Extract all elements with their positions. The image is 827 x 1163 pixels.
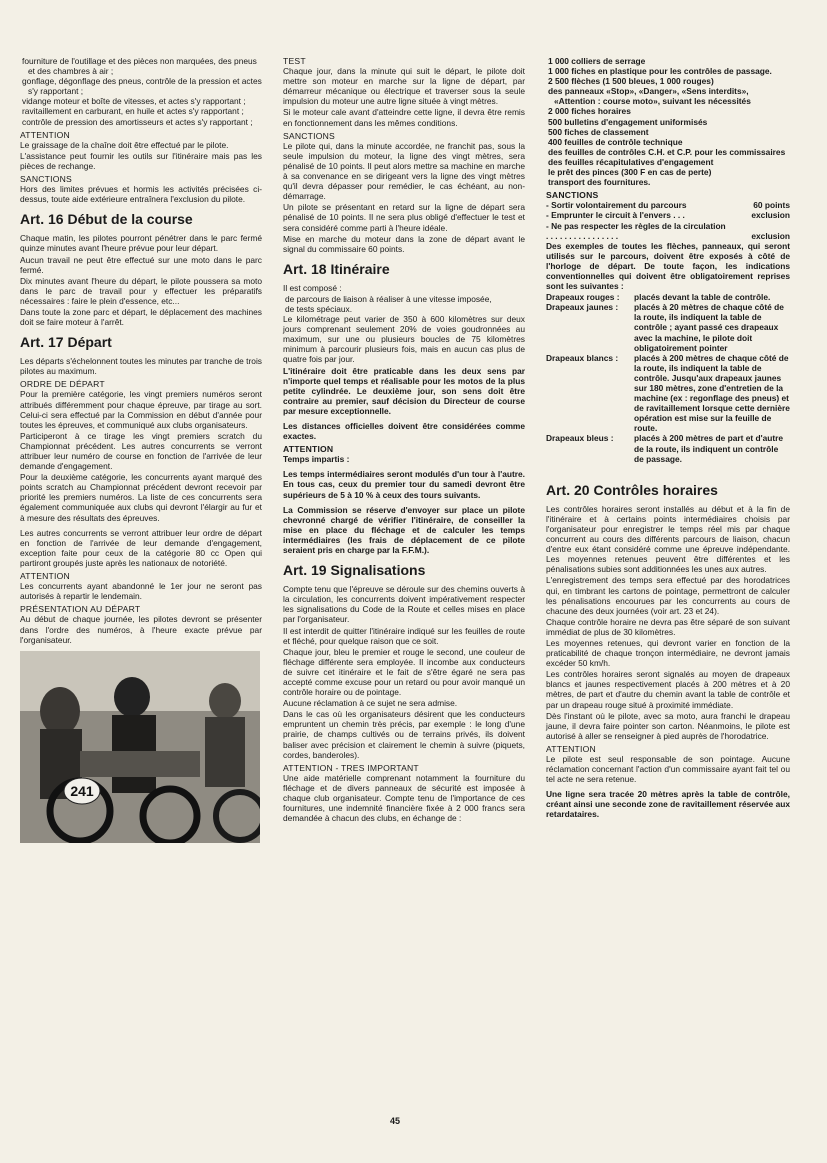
sanction-value: exclusion xyxy=(751,230,790,241)
list-item: des panneaux «Stop», «Danger», «Sens interdits», «Attention : course moto», suivant les nécessités xyxy=(548,86,751,107)
paragraph: Compte tenu que l'épreuve se déroule sur des chemins ouverts à la circulation, les concurrents doivent impérativement respecter les signalisations du Code de la Route et celles mises en place par l'organisateur. xyxy=(283,584,525,625)
attention-heading: ATTENTION xyxy=(283,444,334,455)
list-item: contrôle de pression des amortisseurs et actes s'y rapportant ; xyxy=(22,116,253,127)
paragraph: Une aide matérielle comprenant notamment la fourniture du fléchage et de divers panneaux de sécurité est imposée à chaque club organisateur. Compte tenu de l'importance de ces fournitures, une indemnité financière fixée à 2 000 francs sera demandée à chacun des clubs, en échange de : xyxy=(283,772,525,824)
paragraph: Chaque contrôle horaire ne devra pas être séparé de son suivant immédiat de plus de 30 kilomètres. xyxy=(546,616,790,637)
paragraph: Il est composé : xyxy=(283,282,342,293)
list-item: vidange moteur et boîte de vitesses, et actes s'y rapportant ; xyxy=(22,96,246,107)
paragraph: Les contrôles horaires seront installés au début et à la fin de l'itinéraire et à certains points intermédiaires choisis par l'organisateur pour enregistrer le temps réel mis par chaque concurrent au cours des différents parcours de liaison, chacun d'entre eux étant considéré comme une épreuve indépendante. Les moyennes retenues peuvent être différentes et les pénalisations subies sont additionnées les unes aux autres. xyxy=(546,503,790,575)
flag-name: Drapeaux rouges : xyxy=(546,292,620,303)
article-16-heading: Art. 16 Début de la course xyxy=(20,211,193,228)
list-item: 400 feuilles de contrôle technique xyxy=(548,136,683,147)
sanction-row xyxy=(546,221,790,241)
column-middle xyxy=(283,56,525,824)
important-heading: ATTENTION - TRES IMPORTANT xyxy=(283,762,419,773)
list-item: fourniture de l'outillage et des pièces non marquées, des pneus et des chambres à air ; xyxy=(22,56,257,77)
paragraph: Des exemples de toutes les flèches, panneaux, qui seront utilisés sur le parcours, doivent être exposés à côté de l'horloge de départ. De toute façon, les indications conventionnelles qui doivent être obligatoirement reprises sont les suivantes : xyxy=(546,240,790,292)
paragraph: Chaque matin, les pilotes pourront pénétrer dans le parc fermé quinze minutes avant l'heure prévue pour leur départ. xyxy=(20,233,262,254)
paragraph: La Commission se réserve d'envoyer sur place un pilote chevronné chargé de vérifier l'itinéraire, de conseiller la mise en place du fléchage et de calculer les temps intermédiaires (les frais de déplacement de ce pilote seraient pris en charge par la F.F.M.). xyxy=(283,504,525,556)
sanction-label: - Emprunter le circuit à l'envers . . . xyxy=(546,210,685,221)
list-item: gonflage, dégonflage des pneus, contrôle de la pression et actes s'y rapportant ; xyxy=(22,76,262,97)
attention-heading: ATTENTION xyxy=(20,129,70,140)
paragraph: Un pilote se présentant en retard sur la ligne de départ sera pénalisé de 10 points. Il ne sera plus obligé d'effectuer le test et sera considéré comme parti à l'heure idéale. xyxy=(283,202,525,233)
list-item: des feuilles de contrôles C.H. et C.P. pour les commissaires xyxy=(548,146,786,157)
flag-name: Drapeaux jaunes : xyxy=(546,302,619,313)
paragraph: Une ligne sera tracée 20 mètres après la table de contrôle, créant ainsi une seconde zone de ravitaillement réservée aux retardataires. xyxy=(546,789,790,820)
paragraph: Les concurrents ayant abandonné le 1er jour ne seront pas autorisés à repartir le lendemain. xyxy=(20,581,262,602)
paragraph: Participeront à ce tirage les vingt premiers scratch du Championnat précédent. Les autres concurrents se verront attribuer leur numéro de course en fonction de l'arrivée de leur demande d'engagement. xyxy=(20,430,262,472)
paragraph: Les départs s'échelonnent toutes les minutes par tranche de trois pilotes au maximum. xyxy=(20,356,262,377)
article-17-heading: Art. 17 Départ xyxy=(20,334,112,351)
paragraph: Si le moteur cale avant d'atteindre cette ligne, il devra être remis en fonctionnement dans les mêmes conditions. xyxy=(283,107,525,128)
paragraph: Aucune réclamation à ce sujet ne sera admise. xyxy=(283,698,458,709)
paragraph: L'enregistrement des temps sera effectué par des horodatrices qui, en timbrant les cartons de pointage, permettront de calculer les pénalisations encourues par les concurrents au cours de chacune des deux journées (voir art. 23 et 24). xyxy=(546,575,790,616)
sanction-value: 60 points xyxy=(753,200,790,211)
sanction-label: - Ne pas respecter les règles de la circulation . . . . . . . . . . . . . . . . xyxy=(546,220,726,241)
paragraph: Dès l'instant où le pilote, avec sa moto, aura franchi le drapeau jaune, il devra faire pointer son carton. Néanmoins, le pilote est autorisé à aller se renseigner à pied auprès de l'horodatrice. xyxy=(546,710,790,741)
sanction-value: exclusion xyxy=(751,210,790,221)
sanctions-heading: SANCTIONS xyxy=(283,130,335,141)
paragraph: Aucun travail ne peut être effectué sur une moto dans le parc fermé. xyxy=(20,254,262,275)
paragraph: Le graissage de la chaîne doit être effectué par le pilote. xyxy=(20,139,229,150)
article-18-heading: Art. 18 Itinéraire xyxy=(283,260,390,277)
flag-row xyxy=(546,292,790,302)
sanctions-heading: SANCTIONS xyxy=(20,174,72,185)
sanctions-heading: SANCTIONS xyxy=(546,190,599,201)
column-left xyxy=(20,56,262,843)
paragraph: Dans toute la zone parc et départ, le déplacement des machines doit se faire moteur à l'arrêt. xyxy=(20,306,262,328)
article-19-heading: Art. 19 Signalisations xyxy=(283,562,426,579)
paragraph: Pour la deuxième catégorie, les concurrents ayant marqué des points scratch au Championnat précédent devront recevoir par priorité les premiers numéros. La liste de ces concurrents sera également communiquée aux clubs qui devront l'élargir au fur et à mesure des résultats des épreuves. xyxy=(20,472,262,523)
presentation-heading: PRÉSENTATION AU DÉPART xyxy=(20,604,141,615)
paragraph: Mise en marche du moteur dans la zone de départ avant le signal du commissaire 60 points. xyxy=(283,233,525,254)
flag-row xyxy=(546,302,790,352)
race-plate-number: 241 xyxy=(70,782,94,799)
paragraph: Il est interdit de quitter l'itinéraire indiqué sur les feuilles de route et fléché, pour quelque raison que ce soit. xyxy=(283,625,525,646)
list-item: 2 500 flèches (1 500 bleues, 1 000 rouges) xyxy=(548,76,714,87)
list-item: 1 000 fiches en plastique pour les contrôles de passage. xyxy=(548,66,772,77)
page-number: 45 xyxy=(390,1116,401,1126)
paragraph: Les autres concurrents se verront attribuer leur ordre de départ en fonction de l'arrivée de leur demande d'engagement, exception faite pour ceux de la catégorie 80 cc Open qui partiront groupés juste après les nationaux de notoriété. xyxy=(20,527,262,568)
paragraph: Chaque jour, bleu le premier et rouge le second, une couleur de fléchage différente sera employée. Il incombe aux conducteurs de suivre cet itinéraire et le fait de s'être égaré ne sera pas accepté comme excuse pour un retard ou pour avoir manqué un contrôle horaire ou de pointage. xyxy=(283,646,525,698)
flag-row xyxy=(546,433,790,463)
paragraph: Hors des limites prévues et hormis les activités précisées ci-dessus, toute aide extérieure entraînera l'exclusion du pilote. xyxy=(20,184,262,205)
paragraph: Dans le cas où les organisateurs désirent que les conducteurs empruntent un chemin très précis, par exemple : le long d'une prairie, de champs cultivés ou de terrains privés, ils doivent baliser avec précision et clairement le chemin à suivre (piquets, cordes, banderoles). xyxy=(283,709,525,760)
paragraph: Les distances officielles doivent être considérées comme exactes. xyxy=(283,421,525,442)
paragraph: L'assistance peut fournir les outils sur l'itinéraire mais pas les pièces de rechange. xyxy=(20,150,262,171)
paragraph: Les temps intermédiaires seront modulés d'un tour à l'autre. En tous cas, ceux du premier tour du samedi devront être supérieurs de 5 à 10 % à ceux des tours suivants. xyxy=(283,469,525,500)
ordre-heading: ORDRE DE DÉPART xyxy=(20,379,105,390)
list-item: de parcours de liaison à réaliser à une vitesse imposée, xyxy=(285,293,492,304)
attention-heading: ATTENTION xyxy=(20,571,70,582)
list-item: transport des fournitures. xyxy=(548,177,651,188)
list-item: le prêt des pinces (300 F en cas de perte) xyxy=(548,167,712,178)
test-heading: TEST xyxy=(283,56,306,66)
paragraph: Le pilote qui, dans la minute accordée, ne franchit pas, sous la seule impulsion du moteur, la ligne des vingt mètres, sera pénalisé de 10 points. Il peut alors mettre sa machine en marche à sa convenance en se dirigeant vers la ligne des vingt mètres qu'il devra dépasser pour remédier, le cas échéant, au non-démarrage. xyxy=(283,140,525,202)
sanction-row xyxy=(546,200,790,210)
list-item: de tests spéciaux. xyxy=(285,303,353,314)
list-item: des feuilles récapitulatives d'engagement xyxy=(548,156,714,167)
sanction-label: - Sortir volontairement du parcours xyxy=(546,200,687,211)
photo-illustration xyxy=(20,651,260,843)
paragraph: Chaque jour, dans la minute qui suit le départ, le pilote doit mettre son moteur en marche sur la ligne de départ, par démarreur mécanique ou électrique et traverser sous la seule impulsion du moteur une autre ligne située à vingt mètres. xyxy=(283,66,525,107)
flag-name: Drapeaux blancs : xyxy=(546,352,619,363)
paragraph: L'itinéraire doit être praticable dans les deux sens par n'importe quel temps et réalisable pour les motos de la plus petite cylindrée. Le deuxième jour, son sens doit être contraire au premier, sauf décision du Directeur de course par mesure exceptionnelle. xyxy=(283,365,525,416)
list-item: 2 000 fiches horaires xyxy=(548,106,631,117)
list-item: 500 fiches de classement xyxy=(548,126,649,137)
flag-desc: placés à 200 mètres de part et d'autre de la route, ils indiquent un contrôle de passage. xyxy=(634,433,784,464)
attention-heading: ATTENTION xyxy=(546,743,596,754)
list-item: 1 000 colliers de serrage xyxy=(548,56,646,66)
paragraph: Le kilométrage peut varier de 350 à 600 kilomètres sur deux jours comprenant seulement 20% de voies goudronnées au maximum, sur une ou plusieurs boucles de 75 kilomètres minimum à parcourir plusieurs fois, mais en aucun cas plus de quatre fois par jour. xyxy=(283,314,525,365)
flag-desc: placés à 20 mètres de chaque côté de la route, ils indiquent la table de contrôle ; ayant passé ces drapeaux avec la machine, le pilote doit obligatoirement pointer xyxy=(634,302,784,353)
paragraph: Les contrôles horaires seront signalés au moyen de drapeaux blancs et jaunes respectivement placés à 200 mètres et à 20 mètres, de part et d'autre du chemin avant la table de contrôle et par un drapeau rouge situé à proximité immédiate. xyxy=(546,669,790,710)
column-right xyxy=(546,56,790,821)
paragraph: Le pilote est seul responsable de son pointage. Aucune réclamation concernant l'action d'un commissaire ayant fait tel ou tel acte ne sera retenue. xyxy=(546,754,790,785)
flag-desc: placés devant la table de contrôle. xyxy=(634,292,771,303)
list-item: 500 bulletins d'engagement uniformisés xyxy=(548,116,708,127)
flag-desc: placés à 200 mètres de chaque côté de la route, ils indiquent la table de contrôle. Jusqu'aux drapeaux jaunes sur 180 mètres, zone d'entretien de la machine (ex : regonflage des pneus) et de ravitaillement lorsque cette dernière opération est mise sur la feuille de route. xyxy=(634,352,790,434)
flag-name: Drapeaux bleus : xyxy=(546,433,614,444)
paragraph: Temps impartis : xyxy=(283,454,350,465)
article-20-heading: Art. 20 Contrôles horaires xyxy=(546,481,718,498)
sanction-row xyxy=(546,210,790,220)
list-item: ravitaillement en carburant, en huile et actes s'y rapportant ; xyxy=(22,106,244,117)
paragraph: Pour la première catégorie, les vingt premiers numéros seront attribués différemment pour chaque épreuve, par tirage au sort. Celui-ci sera effectué par la Commission en début d'année pour toutes les épreuves, et communiqué aux clubs organisateurs. xyxy=(20,389,262,430)
paragraph: Les moyennes retenues, qui devront varier en fonction de la praticabilité de chaque tronçon intermédiaire, ne devront jamais excéder 50 km/h. xyxy=(546,637,790,669)
paragraph: Au début de chaque journée, les pilotes devront se présenter dans l'ordre des numéros, à l'heure exacte prévue par l'organisateur. xyxy=(20,614,262,645)
flag-row xyxy=(546,353,790,434)
paragraph: Dix minutes avant l'heure du départ, le pilote poussera sa moto dans le parc de travail pour y effectuer les préparatifs nécessaires : faire le plein d'essence, etc... xyxy=(20,275,262,306)
motorcycle-riders-photo xyxy=(20,651,260,843)
